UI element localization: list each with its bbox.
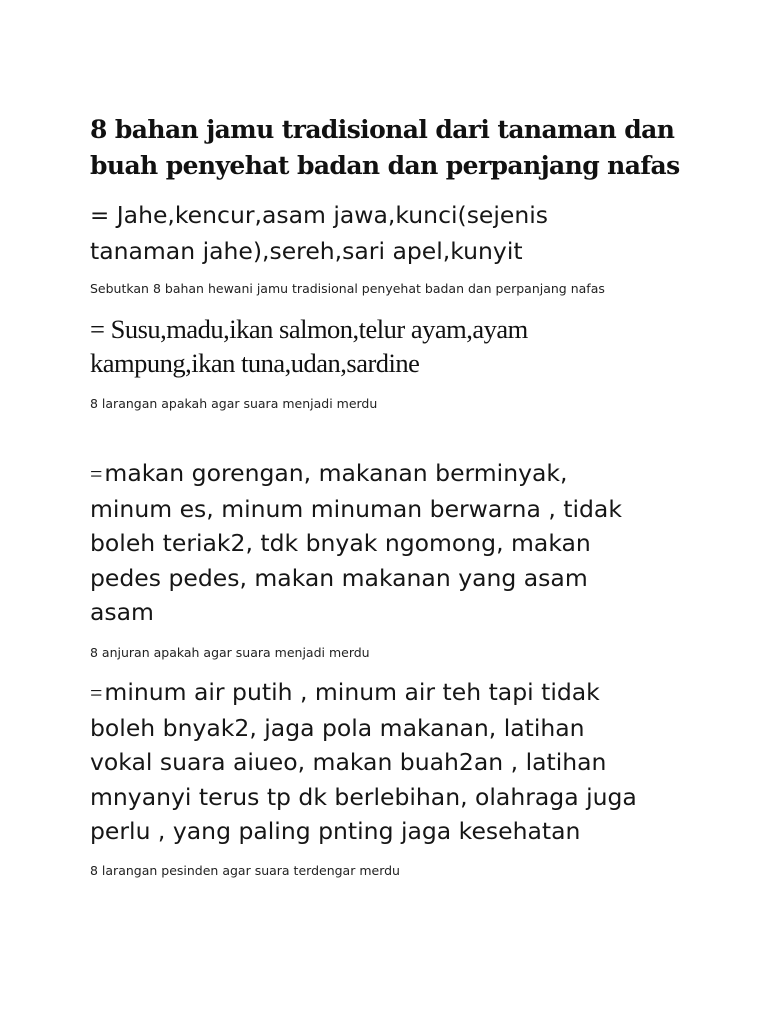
question-animal-ingredients: Sebutkan 8 bahan hewani jamu tradisional penyehat badan dan perpanjang nafas (90, 281, 605, 296)
title-line-2: buah penyehat badan dan perpanjang nafas (90, 151, 680, 180)
answer-plants (90, 198, 548, 268)
answer-recommendations-line-4: mnyanyi terus tp dk berlebihan, olahraga juga (90, 782, 637, 811)
answer-recommendations-line-3: vokal suara aiueo, makan buah2an , latihan (90, 748, 607, 776)
answer-animal-line-1: Susu,madu,ikan salmon,telur ayam,ayam (104, 314, 528, 344)
answer-animal-line-2: kampung,ikan tuna,udan,sardine (90, 348, 420, 378)
answer-recommendations-line-1: minum air putih , minum air teh tapi tidak (104, 678, 600, 706)
equals-sign: = (90, 203, 110, 229)
title-line-1: 8 bahan jamu tradisional dari tanaman dan (90, 115, 675, 144)
answer-prohibitions-line-5: asam (90, 598, 154, 626)
equals-sign: = (90, 461, 103, 486)
document-title (90, 112, 680, 184)
answer-voice-recommendations (90, 675, 637, 849)
answer-plants-line-1: Jahe,kencur,asam jawa,kunci(sejenis (109, 201, 549, 229)
answer-recommendations-line-2: boleh bnyak2, jaga pola makanan, latihan (90, 713, 585, 742)
answer-prohibitions-line-2: minum es, minum minuman berwarna , tidak (90, 494, 622, 523)
question-pesinden-prohibitions: 8 larangan pesinden agar suara terdengar merdu (90, 863, 400, 878)
answer-voice-prohibitions (90, 456, 622, 630)
answer-animal-ingredients (90, 312, 528, 380)
equals-sign: = (90, 314, 105, 344)
answer-prohibitions-line-4: pedes pedes, makan makanan yang asam (90, 563, 588, 592)
question-voice-prohibitions: 8 larangan apakah agar suara menjadi merdu (90, 396, 378, 411)
answer-recommendations-line-5: perlu , yang paling pnting jaga kesehatan (90, 817, 581, 845)
question-voice-recommendations: 8 anjuran apakah agar suara menjadi merdu (90, 645, 370, 660)
equals-sign: = (90, 680, 103, 705)
answer-prohibitions-line-1: makan gorengan, makanan berminyak, (104, 459, 568, 487)
answer-plants-line-2: tanaman jahe),sereh,sari apel,kunyit (90, 236, 523, 265)
answer-prohibitions-line-3: boleh teriak2, tdk bnyak ngomong, makan (90, 529, 591, 557)
